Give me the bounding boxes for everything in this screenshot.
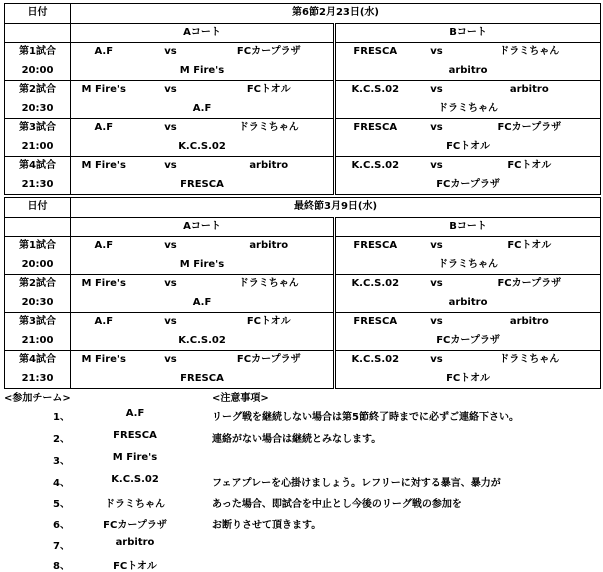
team-away: FCカープラザ [459, 275, 601, 294]
team-away: FCカープラザ [459, 119, 601, 138]
referee: FRESCA [71, 370, 335, 389]
vs-label: vs [430, 122, 443, 134]
team-away: ドラミちゃん [459, 351, 601, 370]
game-label: 第3試合 [5, 313, 71, 332]
referee: FCトオル [335, 138, 601, 157]
game-label: 第2試合 [5, 275, 71, 294]
team-home: FRESCA [335, 313, 415, 332]
team-home: A.F [94, 122, 114, 134]
vs-label: vs [430, 84, 443, 96]
teams-heading: <参加チーム> [4, 393, 71, 404]
team-home: M Fire's [81, 160, 126, 172]
team-home: M Fire's [81, 354, 126, 366]
team-home: M Fire's [81, 84, 126, 96]
vs-label: vs [164, 316, 177, 328]
referee: FCトオル [335, 370, 601, 389]
note-line: フェアプレーを心掛けましょう。レフリーに対する暴言、暴力が [212, 478, 501, 489]
date-header: 日付 [5, 198, 71, 218]
team-name: M Fire's [112, 452, 158, 463]
court-a-header: Aコート [71, 23, 335, 43]
game-time: 20:00 [5, 62, 71, 81]
team-home: K.C.S.02 [335, 157, 415, 176]
team-home: A.F [71, 43, 137, 62]
game-label: 第1試合 [5, 43, 71, 62]
game-label: 第4試合 [5, 351, 71, 370]
round-title: 第6節2月23日(水) [71, 4, 601, 24]
team-away: FCトオル [459, 157, 601, 176]
vs-label: vs [164, 160, 177, 172]
vs-label: vs [164, 354, 177, 366]
team-name: FCカープラザ [103, 520, 167, 531]
team-away: ドラミちゃん [459, 43, 601, 62]
team-away: ドラミちゃん [238, 122, 299, 134]
team-number: 3、 [53, 456, 70, 467]
game-time: 21:30 [5, 370, 71, 389]
team-away: arbitro [205, 237, 335, 256]
game-time: 20:30 [5, 100, 71, 119]
referee: FCカープラザ [335, 176, 601, 195]
referee: K.C.S.02 [71, 332, 335, 351]
referee: K.C.S.02 [71, 138, 335, 157]
team-home: M Fire's [81, 278, 126, 290]
team-away: arbitro [459, 81, 601, 100]
game-time: 21:30 [5, 176, 71, 195]
team-number: 7、 [53, 541, 70, 552]
team-name: A.F [125, 408, 145, 419]
date-header: 日付 [5, 4, 71, 24]
vs-label: vs [430, 354, 443, 366]
referee: FRESCA [71, 176, 335, 195]
schedule-table-round6 [4, 3, 601, 195]
note-line: 連絡がない場合は継続とみなします。 [212, 434, 382, 445]
game-label: 第3試合 [5, 119, 71, 138]
team-name: FRESCA [113, 430, 157, 441]
team-home: K.C.S.02 [335, 275, 415, 294]
team-away: ドラミちゃん [238, 278, 299, 290]
vs-label: vs [164, 278, 177, 290]
referee: arbitro [335, 294, 601, 313]
referee: arbitro [335, 62, 601, 81]
team-away: FCトオル [246, 84, 291, 96]
team-away: FCトオル [246, 316, 291, 328]
court-b-header: Bコート [335, 217, 601, 237]
team-away: FCカープラザ [236, 354, 301, 366]
game-time: 21:00 [5, 332, 71, 351]
team-name: FCトオル [113, 561, 157, 572]
team-number: 4、 [53, 478, 70, 489]
team-home: FRESCA [335, 119, 415, 138]
referee: A.F [71, 100, 335, 119]
referee: A.F [71, 294, 335, 313]
referee: M Fire's [71, 62, 335, 81]
team-number: 6、 [53, 520, 70, 531]
referee: M Fire's [71, 256, 335, 275]
court-b-header: Bコート [335, 23, 601, 43]
team-away: FCトオル [459, 237, 601, 256]
team-number: 8、 [53, 561, 70, 572]
team-home: K.C.S.02 [335, 351, 415, 370]
referee: ドラミちゃん [335, 256, 601, 275]
round-title: 最終節3月9日(水) [71, 198, 601, 218]
referee: FCカープラザ [335, 332, 601, 351]
game-time: 20:30 [5, 294, 71, 313]
vs-label: vs [430, 316, 443, 328]
game-time: 20:00 [5, 256, 71, 275]
team-home: A.F [94, 316, 114, 328]
vs-label: vs [164, 122, 177, 134]
team-number: 5、 [53, 499, 70, 510]
notes-heading: <注意事項> [212, 393, 269, 404]
vs-label: vs [415, 237, 459, 256]
game-time: 21:00 [5, 138, 71, 157]
vs-label: vs [164, 84, 177, 96]
team-name: ドラミちゃん [105, 499, 165, 510]
team-number: 2、 [53, 434, 70, 445]
team-number: 1、 [53, 412, 70, 423]
team-home: FRESCA [335, 43, 415, 62]
team-name: K.C.S.02 [111, 474, 159, 485]
schedule-table-final-round [4, 197, 601, 389]
game-label: 第2試合 [5, 81, 71, 100]
team-home: FRESCA [335, 237, 415, 256]
vs-label: vs [137, 237, 205, 256]
court-a-header: Aコート [71, 217, 335, 237]
note-line: お断りさせて頂きます。 [212, 520, 322, 531]
note-line: リーグ戦を継続しない場合は第5節終了時までに必ずご連絡下さい。 [212, 412, 519, 423]
team-home: A.F [71, 237, 137, 256]
team-away: arbitro [459, 313, 601, 332]
team-away: FCカープラザ [205, 43, 335, 62]
vs-label: vs [430, 278, 443, 290]
team-home: K.C.S.02 [335, 81, 415, 100]
vs-label: vs [137, 43, 205, 62]
game-label: 第1試合 [5, 237, 71, 256]
team-away: arbitro [249, 160, 289, 172]
vs-label: vs [430, 160, 443, 172]
game-label: 第4試合 [5, 157, 71, 176]
vs-label: vs [415, 43, 459, 62]
referee: ドラミちゃん [335, 100, 601, 119]
note-line: あった場合、即試合を中止とし今後のリーグ戦の参加を [212, 499, 462, 510]
team-name: arbitro [115, 537, 155, 548]
